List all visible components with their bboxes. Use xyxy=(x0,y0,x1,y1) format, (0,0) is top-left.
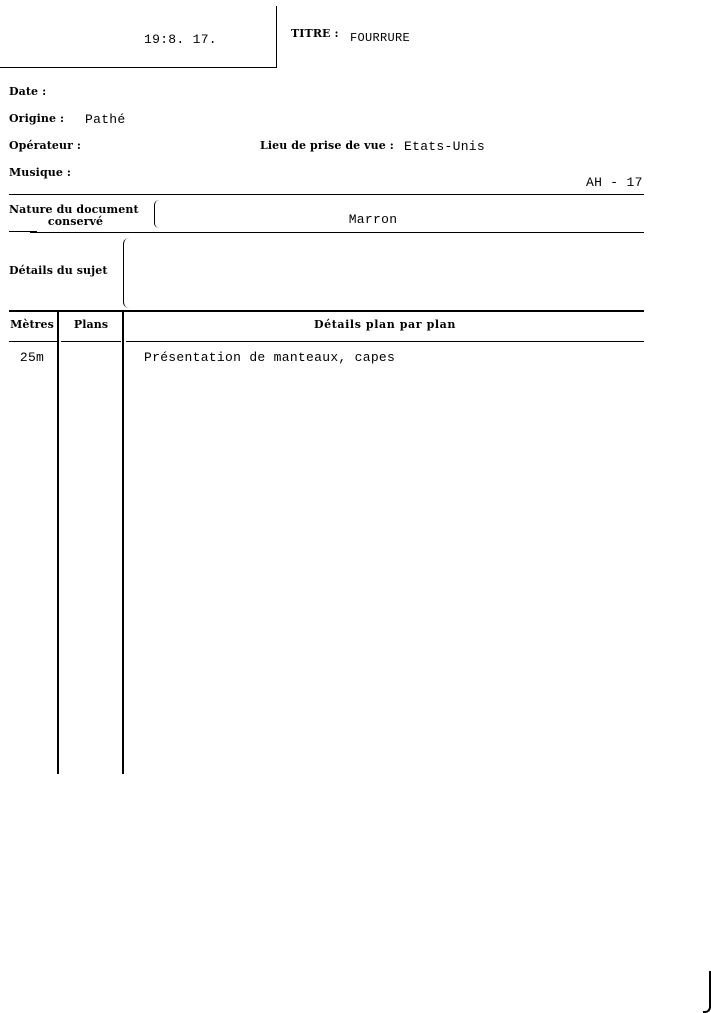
sujet-brace xyxy=(123,238,129,308)
col-divider-1 xyxy=(57,312,59,774)
header-underline-details xyxy=(126,341,644,342)
page-corner-mark xyxy=(703,971,711,1013)
reference-number: 19:8. 17. xyxy=(144,32,217,47)
lieu-label: Lieu de prise de vue : xyxy=(260,139,394,152)
row-metres: 25m xyxy=(19,350,45,365)
header-underline-metres xyxy=(9,341,57,342)
lieu-value: Etats-Unis xyxy=(404,139,486,154)
col-header-details: Détails plan par plan xyxy=(314,318,456,331)
table-top-line xyxy=(9,310,644,312)
nature-bottom-line xyxy=(30,232,644,233)
titre-value: FOURRURE xyxy=(350,31,411,45)
header-divider xyxy=(276,6,277,68)
nature-value: Marron xyxy=(348,212,398,227)
header-bottom-line xyxy=(0,67,277,68)
operateur-label: Opérateur : xyxy=(9,139,82,152)
origine-value: Pathé xyxy=(85,112,126,127)
nature-label-line2: conservé xyxy=(47,215,104,228)
origine-label: Origine : xyxy=(9,112,65,125)
musique-label: Musique : xyxy=(9,166,72,179)
col-header-metres: Mètres xyxy=(10,318,54,331)
archive-code: AH - 17 xyxy=(586,175,643,190)
sujet-label: Détails du sujet xyxy=(9,264,108,277)
date-label: Date : xyxy=(9,85,47,98)
row-details: Présentation de manteaux, capes xyxy=(144,350,396,365)
col-header-plans: Plans xyxy=(73,318,109,331)
titre-label: TITRE : xyxy=(291,27,339,40)
header-underline-plans xyxy=(61,341,121,342)
col-divider-2 xyxy=(122,312,124,774)
nature-top-line xyxy=(9,194,644,195)
nature-bottom-line-tick xyxy=(9,231,37,232)
nature-label-line1: Nature du document xyxy=(9,203,139,216)
